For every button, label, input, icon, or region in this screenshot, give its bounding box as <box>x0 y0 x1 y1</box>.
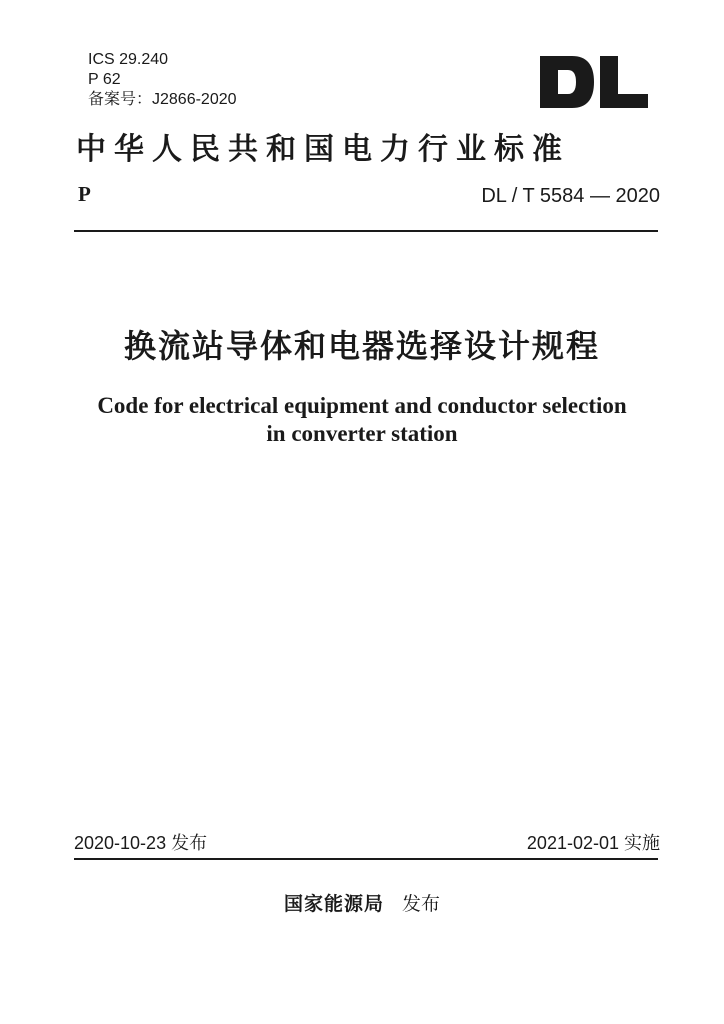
english-title <box>0 392 724 448</box>
publisher-organization: 国家能源局 <box>283 893 384 915</box>
english-title-line-2: in converter station <box>266 421 458 446</box>
ics-code: ICS 29.240 <box>88 51 169 68</box>
chinese-title: 换流站导体和电器选择设计规程 <box>123 327 600 365</box>
effective-date: 2021-02-01 实施 <box>526 833 660 853</box>
record-number: 备案号：J2866-2020 <box>88 91 237 108</box>
standard-category-title: 中华人民共和国电力行业标准 <box>76 132 570 167</box>
publisher-line <box>0 890 724 918</box>
classification-block <box>88 50 237 110</box>
standard-number: DL / T 5584 — 2020 <box>481 185 660 207</box>
bottom-divider <box>74 858 658 860</box>
top-divider <box>74 230 658 232</box>
english-title-line-1: Code for electrical equipment and conductor selection <box>97 393 627 418</box>
standard-prefix: P <box>78 182 91 206</box>
issue-date: 2020-10-23 发布 <box>74 833 208 853</box>
classification-code: P 62 <box>88 71 121 88</box>
publisher-action: 发布 <box>402 893 441 915</box>
dl-logo <box>538 54 650 110</box>
